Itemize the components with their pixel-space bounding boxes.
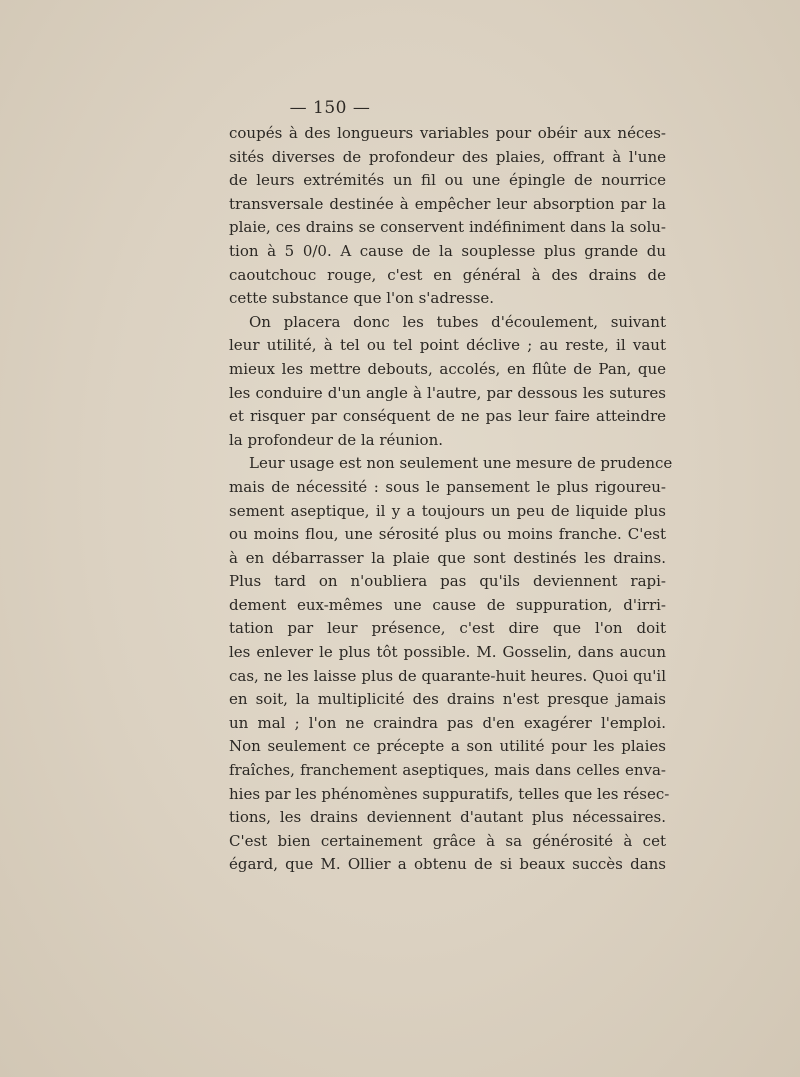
text-line: fraîches, franchement aseptiques, mais dans celles enva- xyxy=(229,761,666,780)
text-line: caoutchouc rouge, c'est en général à des drains de xyxy=(229,265,666,284)
text-line: transversale destinée à empêcher leur absorption par la xyxy=(229,194,666,213)
text-line: les enlever le plus tôt possible. M. Gosselin, dans aucun xyxy=(229,643,666,662)
text-line: dement eux-mêmes une cause de suppuration, d'irri- xyxy=(229,595,666,614)
text-line: Plus tard on n'oubliera pas qu'ils deviennent rapi- xyxy=(229,572,666,591)
text-line: sement aseptique, il y a toujours un peu de liquide plus xyxy=(229,501,666,520)
text-line: et risquer par conséquent de ne pas leur faire atteindre xyxy=(229,407,666,426)
text-line: cas, ne les laisse plus de quarante-huit heures. Quoi qu'il xyxy=(229,666,666,685)
text-line: hies par les phénomènes suppuratifs, telles que les résec- xyxy=(229,784,670,803)
text-line: plaie, ces drains se conservent indéfiniment dans la solu- xyxy=(229,218,666,237)
text-line: On placera donc les tubes d'écoulement, suivant xyxy=(249,312,666,331)
paragraph xyxy=(229,311,666,453)
paragraph xyxy=(229,122,666,311)
text-line: à en débarrasser la plaie que sont destinés les drains. xyxy=(229,548,666,567)
text-line: mais de nécessité : sous le pansement le plus rigoureu- xyxy=(229,477,666,496)
body-text xyxy=(229,122,673,877)
text-line: sités diverses de profondeur des plaies, offrant à l'une xyxy=(229,147,666,166)
text-line: tions, les drains deviennent d'autant plus nécessaires. xyxy=(229,808,666,827)
text-line: Non seulement ce précepte a son utilité pour les plaies xyxy=(229,737,666,756)
text-line: un mal ; l'on ne craindra pas d'en exagérer l'emploi. xyxy=(229,713,666,732)
text-line: coupés à des longueurs variables pour obéir aux néces- xyxy=(229,124,666,142)
text-line: en soit, la multiplicité des drains n'est presque jamais xyxy=(229,690,666,709)
text-line: Leur usage est non seulement une mesure de prudence xyxy=(249,454,673,473)
text-line: égard, que M. Ollier a obtenu de si beaux succès dans xyxy=(229,855,666,874)
text-line: tation par leur présence, c'est dire que l'on doit xyxy=(229,619,666,638)
text-line: tion à 5 0/0. A cause de la souplesse plus grande du xyxy=(229,241,666,260)
text-line: C'est bien certainement grâce à sa générosité à cet xyxy=(229,831,666,850)
text-line: de leurs extrémités un fil ou une épingle de nourrice xyxy=(229,171,666,190)
text-line: leur utilité, à tel ou tel point déclive ; au reste, il vaut xyxy=(229,336,666,355)
text-line: les conduire d'un angle à l'autre, par dessous les sutures xyxy=(229,383,666,402)
text-line: ou moins flou, une sérosité plus ou moins franche. C'est xyxy=(229,525,666,544)
paragraph xyxy=(229,452,673,877)
text-line: cette substance que l'on s'adresse. xyxy=(229,289,495,308)
text-line: mieux les mettre debouts, accolés, en flûte de Pan, que xyxy=(229,359,666,378)
text-line: la profondeur de la réunion. xyxy=(229,430,444,449)
page-number: — 150 — xyxy=(289,98,371,118)
